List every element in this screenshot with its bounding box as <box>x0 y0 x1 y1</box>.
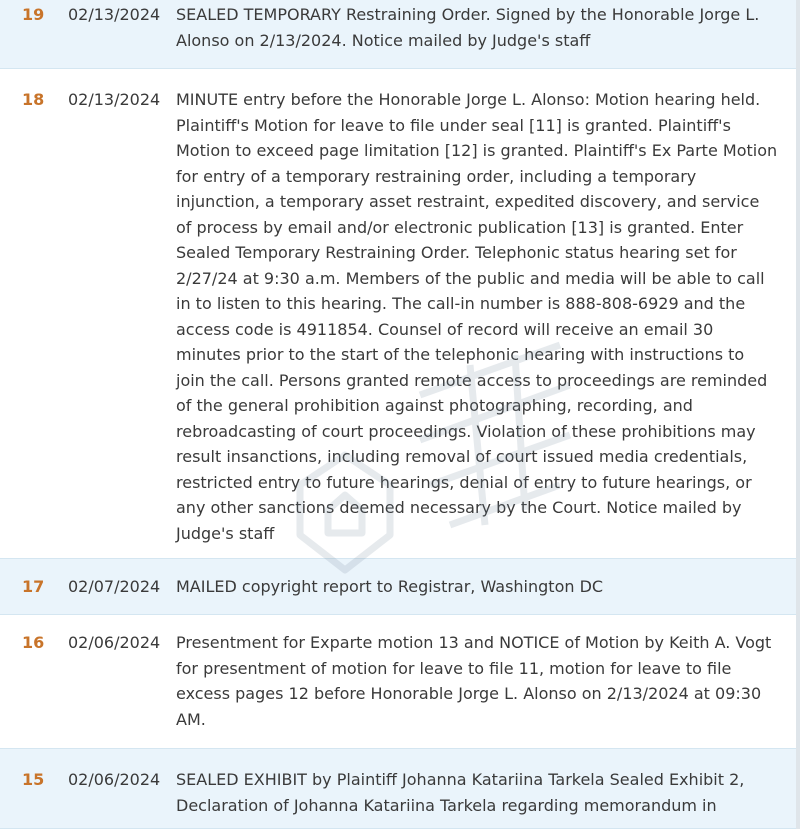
entry-date: 02/06/2024 <box>68 633 161 652</box>
entry-text: MINUTE entry before the Honorable Jorge L. Alonso: Motion hearing held. Plaintiff's Motion for leave to file under seal [11] is granted. Plaintiff's Motion to exceed page limitation [12] is granted. Plaintiff's Ex Parte Motion for entry of a temporary restraining order, including a temporary injunction, a temporary asset restraint, expedited discovery, and service of process by email and/or electronic publication [13] is granted. Enter Sealed Temporary Restraining Order. Telephonic status hearing set for 2/27/24 at 9:30 a.m. Members of the public and media will be able to call in to listen to this hearing. The call-in number is 888-808-6929 and the access code is 4911854. Counsel of record will receive an email 30 minutes prior to the start of the telephonic hearing with instructions to join the call. Persons granted remote access to proceedings are reminded of the general prohibition against photographing, recording, and rebroadcasting of court proceedings. Violation of these prohibitions may result insanctions, including removal of court issued media credentials, restricted entry to future hearings, denial of entry to future hearings, or any other sanctions deemed necessary by the Court. Notice mailed by Judge's staff <box>176 90 778 543</box>
docket-entry <box>0 749 796 829</box>
entry-date: 02/13/2024 <box>68 5 161 24</box>
docket-entry <box>0 615 796 749</box>
docket-entry <box>0 0 796 69</box>
entry-number: 17 <box>22 577 45 596</box>
entry-number: 15 <box>22 770 45 789</box>
entry-date: 02/06/2024 <box>68 770 161 789</box>
entry-text: Presentment for Exparte motion 13 and NOTICE of Motion by Keith A. Vogt for presentment of motion for leave to file 11, motion for leave to file excess pages 12 before Honorable Jorge L. Alonso on 2/13/2024 at 09:30 AM. <box>176 633 772 729</box>
docket-entry <box>0 559 796 615</box>
entry-text: MAILED copyright report to Registrar, Washington DC <box>176 577 604 596</box>
entry-number: 18 <box>22 90 45 109</box>
entry-number: 19 <box>22 5 45 24</box>
entry-date: 02/13/2024 <box>68 90 161 109</box>
docket-entry <box>0 69 796 559</box>
entry-number: 16 <box>22 633 45 652</box>
entry-text: SEALED TEMPORARY Restraining Order. Signed by the Honorable Jorge L. Alonso on 2/13/2024. Notice mailed by Judge's staff <box>176 5 760 50</box>
entry-text: SEALED EXHIBIT by Plaintiff Johanna Katariina Tarkela Sealed Exhibit 2, Declaration of Johanna Katariina Tarkela regarding memorandum in <box>176 770 745 815</box>
entry-date: 02/07/2024 <box>68 577 161 596</box>
